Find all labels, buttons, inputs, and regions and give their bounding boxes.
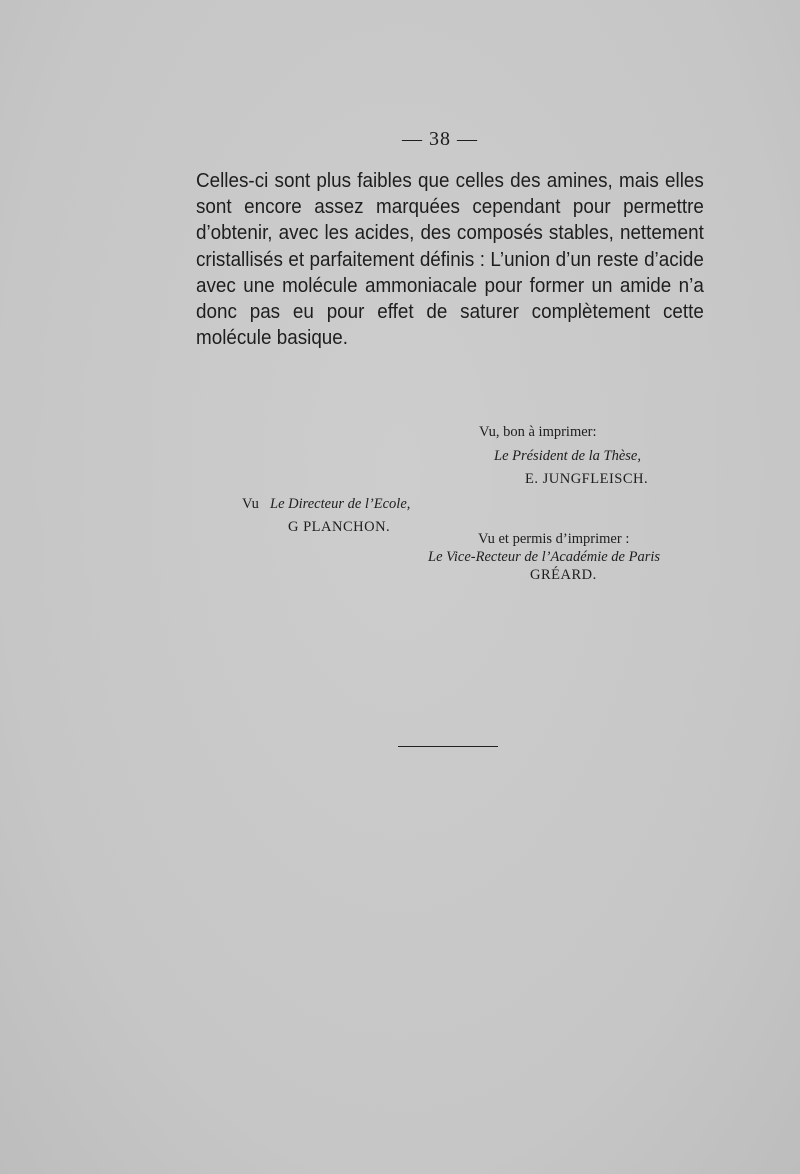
body-paragraph: Celles-ci sont plus faibles que celles des amines, mais elles sont encore assez marquées cependant pour permettre d’obtenir, avec les acides, des composés stables, nettement cristallisés et parfaitement définis : L’union d’un reste d’acide avec une molécule ammoniacale pour former un amide n’a donc pas eu pour effet de saturer complètement cette molécule basique.: [196, 169, 704, 350]
rector-name: GRÉARD.: [530, 567, 597, 583]
director-title: Le Directeur de l’Ecole,: [270, 496, 411, 512]
president-approval-line: Vu, bon à imprimer:: [479, 424, 597, 440]
rector-title: Le Vice-Recteur de l’Académie de Paris: [428, 549, 661, 565]
president-title: Le Président de la Thèse,: [494, 448, 641, 464]
director-name: G PLANCHON.: [288, 519, 391, 535]
director-approval-prefix: Vu: [242, 496, 259, 512]
end-rule: [398, 746, 498, 747]
page-number: — 38 —: [402, 128, 478, 150]
rector-approval-line: Vu et permis d’imprimer :: [478, 531, 630, 547]
president-name: E. JUNGFLEISCH.: [525, 471, 649, 487]
